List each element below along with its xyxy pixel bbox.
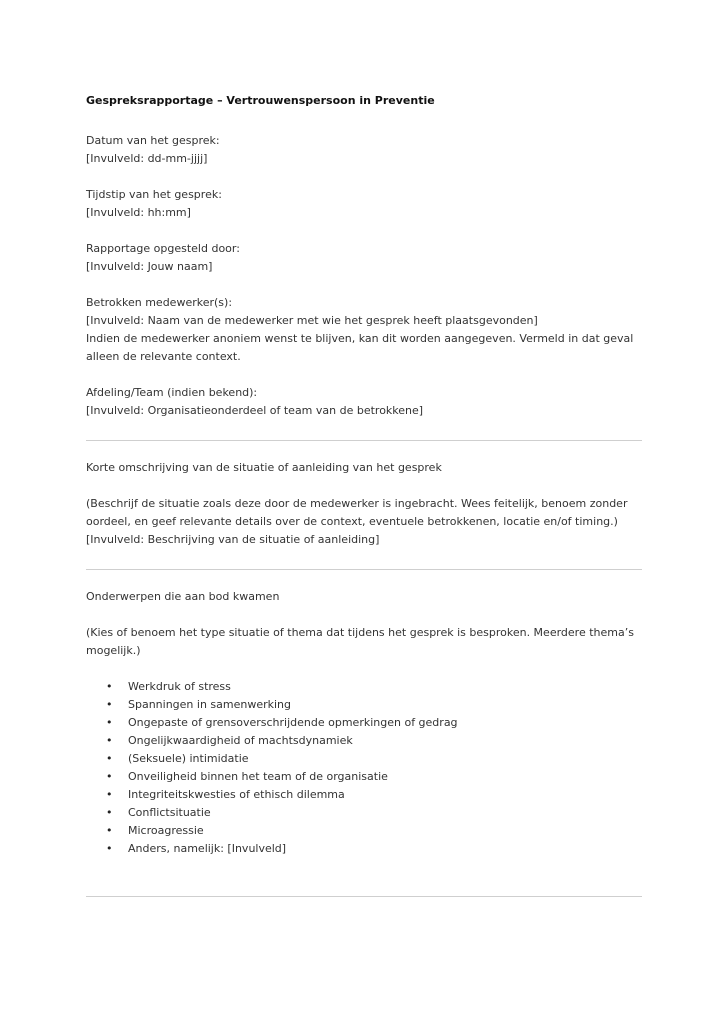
field-placeholder: [Invulveld: dd-mm-jjjj]	[86, 152, 208, 165]
list-item: • Ongepaste of grensoverschrijdende opmerkingen of gedrag	[128, 714, 642, 732]
section-divider	[86, 440, 642, 441]
field-placeholder: [Invulveld: Beschrijving van de situatie of aanleiding]	[86, 533, 380, 546]
field-label: Afdeling/Team (indien bekend):	[86, 386, 258, 399]
list-item: • Ongelijkwaardigheid of machtsdynamiek	[128, 732, 642, 750]
field-note: Indien de medewerker anoniem wenst te blijven, kan dit worden aangegeven. Vermeld in dat geval alleen de relevante context.	[86, 332, 634, 363]
situation-section	[86, 459, 642, 549]
field-time	[86, 186, 642, 222]
topics-section	[86, 588, 642, 858]
list-item: • Integriteitskwesties of ethisch dilemma	[128, 786, 642, 804]
list-item: • Microagressie	[128, 822, 642, 840]
field-label: Rapportage opgesteld door:	[86, 242, 240, 255]
section-title: Onderwerpen die aan bod kwamen	[86, 590, 280, 603]
list-item: • Spanningen in samenwerking	[128, 696, 642, 714]
list-item: • (Seksuele) intimidatie	[128, 750, 642, 768]
field-employees	[86, 294, 642, 366]
field-department	[86, 384, 642, 420]
section-description: (Kies of benoem het type situatie of thema dat tijdens het gesprek is besproken. Meerdere thema’s mogelijk.)	[86, 626, 634, 657]
section-divider	[86, 896, 642, 897]
list-item: • Conflictsituatie	[128, 804, 642, 822]
field-label: Tijdstip van het gesprek:	[86, 188, 222, 201]
list-item: • Anders, namelijk: [Invulveld]	[128, 840, 642, 858]
field-label: Betrokken medewerker(s):	[86, 296, 233, 309]
section-description: (Beschrijf de situatie zoals deze door de medewerker is ingebracht. Wees feitelijk, benoem zonder oordeel, en geef relevante details over de context, eventuele betrokkenen, locatie en/of timing.)	[86, 497, 628, 528]
section-divider	[86, 569, 642, 570]
list-item: • Werkdruk of stress	[128, 678, 642, 696]
field-placeholder: [Invulveld: hh:mm]	[86, 206, 191, 219]
document-content	[86, 92, 642, 915]
field-placeholder: [Invulveld: Jouw naam]	[86, 260, 213, 273]
section-title: Korte omschrijving van de situatie of aanleiding van het gesprek	[86, 461, 442, 474]
field-date	[86, 132, 642, 168]
document-title: Gespreksrapportage – Vertrouwenspersoon in Preventie	[86, 94, 435, 107]
field-author	[86, 240, 642, 276]
field-label: Datum van het gesprek:	[86, 134, 220, 147]
field-placeholder: [Invulveld: Organisatieonderdeel of team van de betrokkene]	[86, 404, 424, 417]
topics-list	[86, 678, 642, 858]
field-placeholder: [Invulveld: Naam van de medewerker met wie het gesprek heeft plaatsgevonden]	[86, 314, 538, 327]
list-item: • Onveiligheid binnen het team of de organisatie	[128, 768, 642, 786]
